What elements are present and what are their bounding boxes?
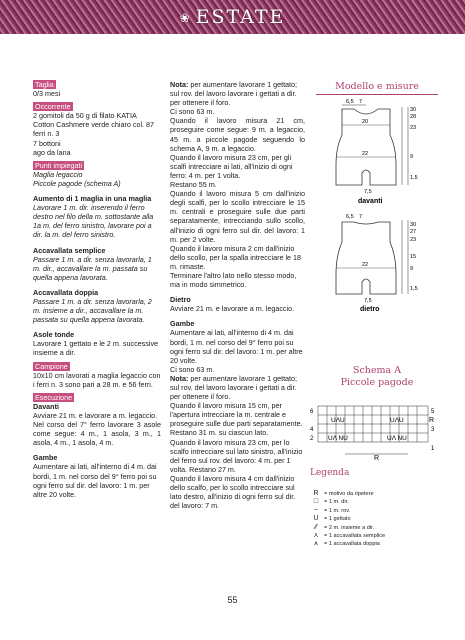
- measure: 30: [410, 222, 417, 228]
- back-schematic: [322, 212, 442, 320]
- left-column: [33, 80, 161, 499]
- campione-text: 10x10 cm lavorati a maglia legaccio con i ferri n. 3 sono pari a 28 m. e 56 ferri.: [33, 370, 161, 389]
- stitch-symbols: UΛ NU: [387, 435, 407, 442]
- section-heading-esecuzione: Esecuzione: [35, 392, 73, 402]
- legend: [311, 490, 441, 549]
- knit-symbol-icon: □: [313, 498, 319, 506]
- paragraph: Quando il lavoro misura 4 cm dall'inizio dello scalfo, per lo scollo intrecciare sul lato destro, all'inizio di ogni ferro sul dir. del lavoro: 7 m.: [170, 473, 296, 511]
- stitch-chart: [308, 400, 438, 464]
- legend-item: □ = 1 m. dir.: [311, 498, 441, 506]
- row-number: 6: [310, 409, 314, 415]
- sk2p-symbol-icon: ⩚: [314, 540, 318, 548]
- measure: 7,5: [364, 189, 372, 195]
- davanti-heading: Davanti: [33, 401, 59, 411]
- measure: 7: [359, 99, 363, 105]
- legend-item: ⋏ = 1 accavallata semplice: [311, 532, 441, 540]
- back-label: dietro: [360, 306, 380, 313]
- measure: 23: [410, 237, 417, 243]
- occorrente-line: ferri n. 3: [33, 129, 60, 139]
- paragraph: Quando il lavoro misura 5 cm dall'inizio degli scalfi, per lo scollo intrecciare le 15 m. centrali e proseguire sulle due parti separatamente, intrecciando sullo scollo, all'inizio di ogni ferro sul dir. del lavoro: 1 m. per 2 volte.: [170, 189, 305, 244]
- aumento-heading: Aumento di 1 maglia in una maglia: [33, 194, 152, 204]
- davanti-text-2: Nel corso del 7° ferro lavorare 3 asole come segue: 4 m., 1 asola, 3 m., 1 asola, 4 m., 1 asola, 4 m.: [33, 420, 161, 448]
- row-number: 4: [310, 427, 314, 433]
- measure: 15: [410, 254, 417, 260]
- measure: 7: [359, 214, 363, 220]
- occorrente-line: 7 bottoni: [33, 138, 61, 148]
- doppia-text: Passare 1 m. a dir. senza lavorarla, 2 m. insieme a dir., accavallare la m. passata su quella appena lavorata.: [33, 296, 152, 325]
- semplice-text: Passare 1 m. a dir. senza lavorarla, 1 m. dir., accavallare la m. passata su quella appena lavorata.: [33, 254, 152, 282]
- page-title: ❀ ESTATE: [179, 6, 286, 28]
- header-banner: [0, 0, 465, 34]
- occorrente-line: Cotton Cashmere verde chiaro col. 87: [33, 120, 155, 130]
- paragraph: Quando il lavoro misura 21 cm, proseguire come segue: 9 m. a legaccio, 45 m. a piccole pagode seguendo lo schema A, 9 m. a legaccio.: [170, 116, 305, 153]
- purl-symbol-icon: −: [313, 506, 319, 514]
- measure: 6,5: [346, 99, 354, 105]
- flower-icon: ❀: [179, 11, 192, 25]
- measure: 23: [410, 125, 417, 131]
- paragraph: Quando il lavoro misura 15 cm, per l'apertura intrecciare la m. centrale e proseguire sulle due parti separatamente.: [170, 401, 303, 429]
- occorrente-line: ago da lana: [33, 147, 71, 157]
- paragraph: Terminare l'altro lato nello stesso modo, ma in modo simmetrico.: [170, 270, 297, 290]
- doppia-heading: Accavallata doppia: [33, 287, 99, 297]
- measure: 9: [410, 266, 414, 272]
- section-heading-taglia: Taglia: [35, 80, 54, 89]
- occorrente-line: 2 gomitoli da 50 g di filato KATIA: [33, 111, 137, 121]
- nota-label: Nota:: [170, 80, 189, 89]
- row-number: 2: [310, 436, 314, 442]
- legend-title: Legenda: [310, 468, 350, 478]
- repeat-marker: R: [374, 455, 380, 462]
- measure: 22: [362, 151, 369, 157]
- measure: 9: [410, 154, 414, 160]
- skp-symbol-icon: ⋏: [313, 532, 319, 540]
- measure: 7,5: [364, 298, 372, 304]
- davanti-text: Avviare 21 m. e lavorare a m. legaccio.: [33, 411, 158, 420]
- measure: 30: [410, 107, 417, 113]
- legend-item: ⩚ = 1 accavallata doppia: [311, 540, 441, 548]
- front-label: davanti: [358, 198, 383, 205]
- measure: 6,5: [346, 214, 354, 220]
- k2tog-symbol-icon: ⁄⁄: [314, 523, 318, 531]
- schema-subtitle: Piccole pagode: [340, 377, 414, 388]
- measure: 20: [362, 119, 369, 125]
- punti-line: Piccole pagode (schema A): [33, 178, 121, 188]
- back-outline: [336, 222, 396, 294]
- nota-text: per aumentare lavorare 1 gettato; sul rov. del lavoro lavorare i gettati a dir. per ottenere il foro.: [170, 373, 298, 402]
- punti-line: Maglia legaccio: [33, 169, 83, 179]
- repeat-marker: R: [429, 417, 435, 424]
- dietro-heading: Dietro: [170, 295, 191, 305]
- gambe-text: Aumentare ai lati, all'interno di 4 m. dai bordi, 1 m. nel corso del 9° ferro poi su ogni ferro sul dir. del lavoro: 1 m. per altre 20 volte.: [33, 462, 157, 499]
- taglia-text: 0/3 mesi: [33, 89, 61, 99]
- nota-label: Nota:: [170, 373, 189, 383]
- paragraph: Quando il lavoro misura 23 cm, per gli scalfi intrecciare ai lati, all'inizio di ogni ferro: 4 m. per 1 volta.: [170, 152, 293, 180]
- gambe-heading: Gambe: [33, 453, 58, 463]
- middle-column: [170, 80, 305, 510]
- legend-item: − = 1 m. rov.: [311, 507, 441, 515]
- stitch-symbols: UΛU: [390, 417, 404, 424]
- dietro-text: Avviare 21 m. e lavorare a m. legaccio.: [170, 304, 295, 314]
- nota-text: per aumentare lavorare 1 gettato; sul rov. del lavoro lavorare i gettati a dir. per ottenere il foro.: [170, 80, 298, 108]
- front-schematic: [322, 97, 442, 207]
- page-number: 55: [227, 595, 238, 605]
- paragraph: Restano 31 m. su ciascun lato.: [170, 428, 269, 438]
- schema-title: Schema A: [352, 365, 402, 376]
- yarn-over-symbol-icon: U: [313, 515, 319, 523]
- paragraph: Aumentare ai lati, all'interno di 4 m. dai bordi, 1 m. nel corso del 9° ferro poi su ogni ferro sul dir. del lavoro: 1 m. per altre 20 volte.: [170, 328, 303, 365]
- measure: 22: [362, 262, 369, 268]
- measure: 27: [410, 229, 417, 235]
- legend-item: ⁄⁄ = 2 m. insieme a dir.: [311, 524, 441, 532]
- section-heading-punti: Punti impiegati: [35, 160, 83, 170]
- paragraph: Restano 55 m.: [170, 180, 217, 190]
- semplice-heading: Accavallata semplice: [33, 245, 106, 255]
- modello-title: Modello e misure: [316, 81, 438, 95]
- repeat-symbol-icon: R: [313, 490, 319, 497]
- paragraph: Ci sono 63 m.: [170, 364, 215, 374]
- asole-heading: Asole tonde: [33, 330, 75, 340]
- paragraph: Quando il lavoro misura 23 cm, per lo scalfo intrecciare sul lato sinistro, all'inizio del ferro sul rov. del lavoro: 4 m. per 1 volta. Restano 27 m.: [170, 437, 303, 474]
- measure: 28: [410, 114, 417, 120]
- stitch-symbols: UΛ NU: [328, 435, 348, 442]
- measure: 1,5: [410, 286, 418, 292]
- paragraph: Ci sono 63 m.: [170, 107, 215, 117]
- stitch-symbols: UΛU: [331, 417, 345, 424]
- legend-item: U = 1 gettato: [311, 515, 441, 523]
- row-number: 1: [431, 446, 435, 452]
- row-number: 3: [431, 427, 435, 433]
- row-number: 5: [431, 409, 435, 415]
- asole-text: Lavorare 1 gettato e le 2 m. successive insieme a dir.: [33, 339, 159, 358]
- section-heading-occorrente: Occorrente: [35, 102, 71, 112]
- section-heading-campione: Campione: [35, 361, 68, 371]
- aumento-text: Lavorare 1 m. dir. inserendo il ferro destro nel filo della m. sottostante alla 1a m. del ferro sinistro, lavorare poi a dir. la m. del ferro sinistro.: [33, 203, 154, 240]
- measure: 1,5: [410, 175, 418, 181]
- gambe-heading: Gambe: [170, 319, 195, 329]
- paragraph: Quando il lavoro misura 2 cm dall'inizio dello scollo, per la spalla intrecciare le 18 m. rimaste.: [170, 243, 302, 271]
- legend-item: R = motivo da ripetere: [311, 490, 441, 498]
